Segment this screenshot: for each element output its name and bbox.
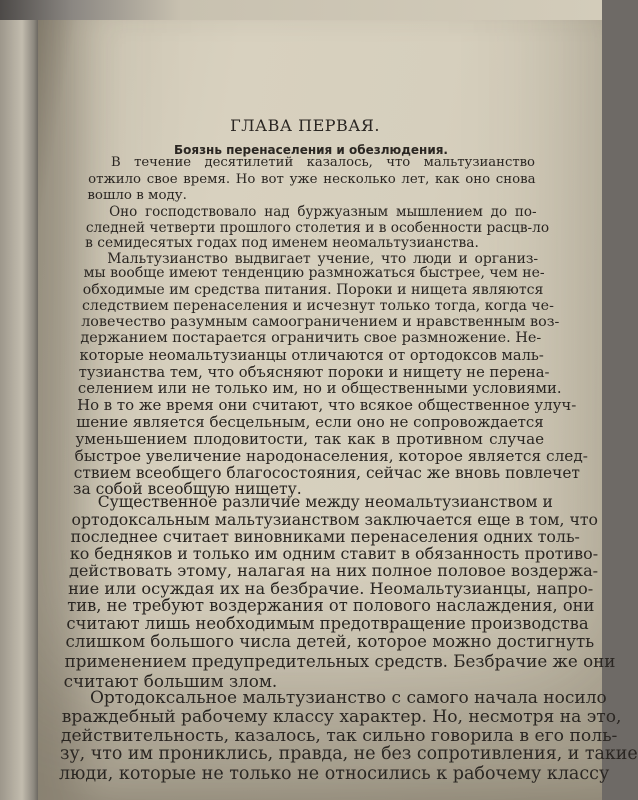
- text-line: следней четверти прошлого столетия и в особенности расцв-ло: [85, 220, 550, 237]
- text-line: враждебный рабочему классу характер. Но, несмотря на это,: [61, 707, 622, 728]
- text-line: действительность, казалось, так сильно говорила в его поль-: [60, 726, 618, 747]
- text-line: Оно господствовало над буржуазным мышлением до по-: [109, 204, 537, 221]
- text-line: следствием перенаселения и исчезнут только тогда, когда че-: [81, 297, 554, 314]
- text-line: в семидесятых годах под именем неомальтузианства.: [85, 234, 479, 251]
- text-line: слишком большого числа детей, которое можно достигнуть: [65, 631, 595, 651]
- text-line: ловечество разумным самоограничением и нравственным воз-: [81, 313, 560, 330]
- text-line: Но в то же время они считают, что всякое общественное улуч-: [77, 396, 577, 415]
- text-line: Мальтузианство выдвигает учение, что люди и организ-: [107, 250, 539, 267]
- text-line: ко бедняков и только им одним ставит в обязанность противо-: [69, 544, 599, 564]
- text-line: ортодоксальным мальтузианством заключается еще в том, что: [71, 510, 598, 530]
- text-line: действовать этому, налагая на них полное половое воздержа-: [69, 561, 599, 581]
- text-line: уменьшением плодовитости, так как в противном случае: [75, 429, 545, 448]
- text-line: обходимые им средства питания. Пороки и нищета являются: [82, 281, 544, 298]
- text-line: быстрое увеличение народонаселения, которое является след-: [74, 446, 588, 465]
- text-line: которые неомальтузианцы отличаются от ортодоксов маль-: [79, 347, 544, 365]
- text-line: селением или не только им, но и общественными условиями.: [77, 380, 562, 398]
- text-line: шение является бесцельным, если оно не сопровождается: [76, 412, 544, 431]
- text-line: Существенное различие между неомальтузианством и: [97, 492, 553, 511]
- text-line: считают лишь необходимым предотвращение производства: [66, 613, 589, 633]
- text-line: Ортодоксальное мальтузианство с самого начала носило: [89, 688, 607, 709]
- text-line: мы вообще имеют тенденцию размножаться быстрее, чем не-: [83, 264, 545, 281]
- text-line: вошло в моду.: [87, 188, 187, 204]
- text-line: тив, не требуют воздержания от полового наслаждения, они: [67, 595, 595, 615]
- text-line: считают большим злом.: [63, 670, 278, 691]
- text-line: ствием всеобщего благосостояния, сейчас же вновь повлечет: [73, 463, 580, 482]
- text-line: зу, что им прониклись, правда, не без сопротивления, и такие: [59, 744, 638, 765]
- text-line: последнее считает виновниками перенаселения одних толь-: [70, 527, 580, 547]
- previous-page-edge: [0, 18, 40, 800]
- chapter-title: ГЛАВА ПЕРВАЯ.: [230, 116, 380, 135]
- text-line: за собой всеобщую нищету.: [73, 479, 302, 498]
- text-line: люди, которые не только не относились к рабочему классу: [59, 764, 610, 784]
- text-line: ние или осуждая их на безбрачие. Неомальтузианцы, напро-: [68, 579, 594, 599]
- section-title: Боязнь перенаселения и обезлюдения.: [173, 143, 448, 157]
- text-line: применением предупредительных средств. Безбрачие же они: [64, 650, 616, 671]
- text-line: отжило свое время. Но вот уже несколько лет, как оно снова: [88, 172, 536, 188]
- background-corner: [0, 0, 602, 20]
- text-line: тузианства тем, что объясняют пороки и нищету не перена-: [78, 364, 550, 382]
- text-line: В течение десятилетий казалось, что мальтузианство: [111, 155, 535, 171]
- text-line: держанием постарается ограничить свое размножение. Не-: [80, 330, 542, 347]
